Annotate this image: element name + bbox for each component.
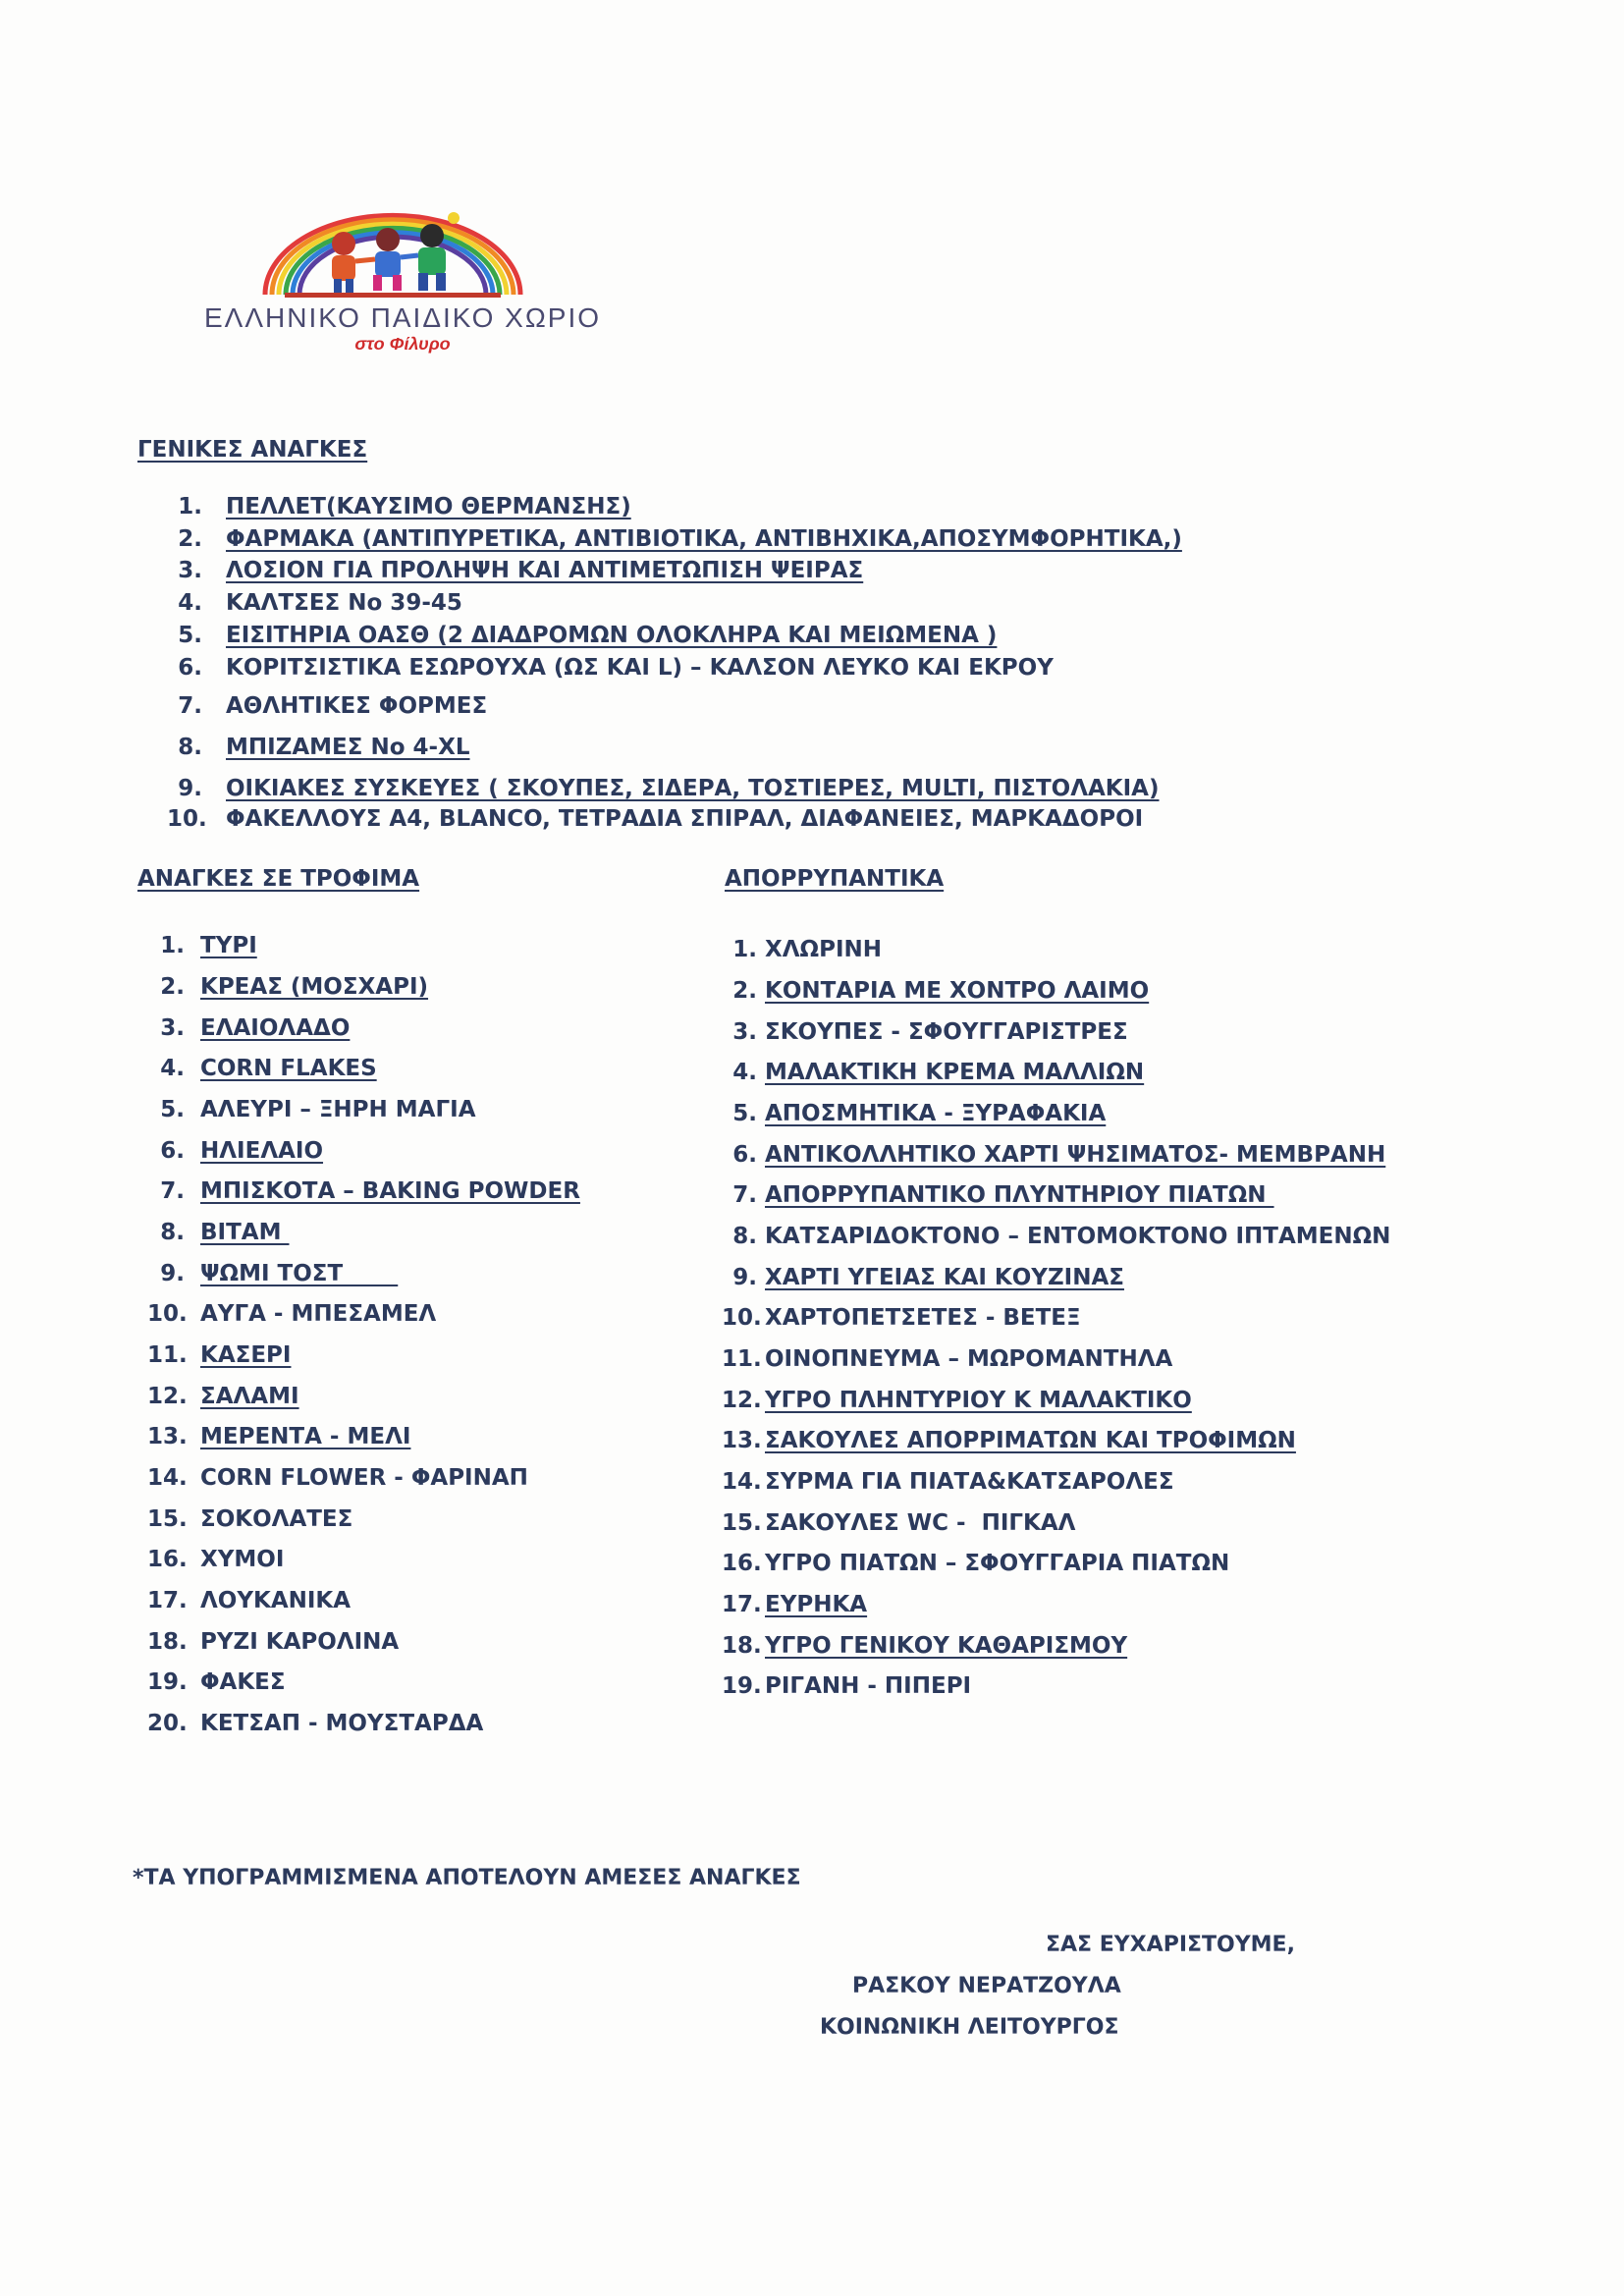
food-need-item [147, 1220, 289, 1245]
item-text: ΕΥΡΗΚΑ [765, 1592, 868, 1617]
item-text: ΚΡΕΑΣ (ΜΟΣΧΑΡΙ) [200, 974, 429, 1000]
general-need-item [167, 526, 1182, 552]
food-need-item [147, 1097, 476, 1122]
cleaning-need-item [722, 978, 1149, 1004]
item-number: 9. [160, 1261, 185, 1286]
item-text: ΜΑΛΑΚΤΙΚΗ ΚΡΕΜΑ ΜΑΛΛΙΩΝ [765, 1060, 1145, 1085]
item-text: ΣΟΚΟΛΑΤΕΣ [200, 1506, 353, 1532]
cleaning-need-item [722, 1388, 1192, 1413]
cleaning-need-item [722, 1673, 971, 1699]
item-number: 5. [160, 1097, 185, 1122]
item-number: 12. [147, 1384, 188, 1409]
item-text: ΛΟΥΚΑΝΙΚΑ [200, 1588, 352, 1613]
item-number: 19. [722, 1673, 762, 1699]
item-number: 17. [147, 1588, 188, 1613]
item-text: CORN FLOWER - ΦΑΡΙΝΑΠ [200, 1465, 528, 1491]
item-number: 15. [722, 1510, 762, 1536]
cleaning-need-item [722, 1510, 1075, 1536]
item-text: ΦΑΚΕΣ [200, 1669, 286, 1695]
item-number: 18. [147, 1629, 188, 1655]
cleaning-need-item [722, 1019, 1128, 1045]
item-number: 6. [178, 655, 202, 681]
item-text: ΚΕΤΣΑΠ - ΜΟΥΣΤΑΡΔΑ [200, 1711, 484, 1736]
food-need-item [147, 1342, 291, 1368]
item-number: 17. [722, 1592, 762, 1617]
food-need-item [147, 1056, 377, 1081]
item-number: 15. [147, 1506, 188, 1532]
item-text: ΣΑΛΑΜΙ [200, 1384, 299, 1409]
item-number: 7. [732, 1182, 757, 1208]
item-text: ΒΙΤΑΜ [200, 1220, 290, 1245]
rainbow-children-logo-icon [226, 196, 560, 304]
item-number: 2. [732, 978, 757, 1004]
item-text: ΚΑΤΣΑΡΙΔΟΚΤΟΝΟ – ΕΝΤΟΜΟΚΤΟΝΟ ΙΠΤΑΜΕΝΩΝ [765, 1224, 1391, 1249]
general-need-item [167, 494, 631, 519]
food-need-item [147, 1015, 350, 1041]
item-text: ΣΑΚΟΥΛΕΣ ΑΠΟΡΡΙΜΑΤΩΝ ΚΑΙ ΤΡΟΦΙΜΩΝ [765, 1428, 1296, 1453]
item-text: ΛΟΣΙΟΝ ΓΙΑ ΠΡΟΛΗΨΗ ΚΑΙ ΑΝΤΙΜΕΤΩΠΙΣΗ ΨΕΙΡΑΣ [226, 558, 864, 583]
cleaning-needs-heading: ΑΠΟΡΡΥΠΑΝΤΙΚΑ [725, 866, 945, 892]
item-number: 9. [732, 1265, 757, 1290]
item-number: 1. [178, 494, 202, 519]
item-number: 20. [147, 1711, 188, 1736]
general-need-item [167, 623, 997, 648]
item-number: 1. [732, 937, 757, 962]
item-number: 3. [732, 1019, 757, 1045]
item-number: 16. [722, 1551, 762, 1576]
item-text: ΜΠΙΣΚΟΤΑ – BAKING POWDER [200, 1178, 580, 1204]
cleaning-need-item [722, 1101, 1106, 1126]
item-number: 8. [178, 735, 202, 760]
item-number: 10. [722, 1305, 762, 1331]
item-text: ΡΥΖΙ ΚΑΡΟΛΙΝΑ [200, 1629, 400, 1655]
item-text: ΑΘΛΗΤΙΚΕΣ ΦΟΡΜΕΣ [226, 693, 488, 719]
item-number: 8. [732, 1224, 757, 1249]
cleaning-need-item [722, 1346, 1172, 1372]
item-text: ΚΟΡΙΤΣΙΣΤΙΚΑ ΕΣΩΡΟΥΧΑ (ΩΣ ΚΑΙ L) – ΚΑΛΣΟΝ ΛΕΥΚΟ ΚΑΙ ΕΚΡΟΥ [226, 655, 1054, 681]
cleaning-need-item [722, 1060, 1144, 1085]
item-text: ΜΕΡΕΝΤΑ - ΜΕΛΙ [200, 1424, 411, 1449]
item-number: 2. [160, 974, 185, 1000]
item-number: 9. [178, 776, 202, 801]
food-need-item [147, 1178, 580, 1204]
general-need-item [167, 806, 1143, 832]
cleaning-need-item [722, 1224, 1390, 1249]
food-needs-heading: ΑΝΑΓΚΕΣ ΣΕ ΤΡΟΦΙΜΑ [137, 866, 420, 892]
item-number: 6. [732, 1142, 757, 1168]
item-text: ΑΝΤΙΚΟΛΛΗΤΙΚΟ ΧΑΡΤΙ ΨΗΣΙΜΑΤΟΣ- ΜΕΜΒΡΑΝΗ [765, 1142, 1386, 1168]
item-number: 5. [732, 1101, 757, 1126]
cleaning-need-item [722, 1633, 1127, 1659]
general-needs-heading: ΓΕΝΙΚΕΣ ΑΝΑΓΚΕΣ [137, 437, 368, 463]
item-number: 1. [160, 933, 185, 958]
footnote: *ΤΑ ΥΠΟΓΡΑΜΜΙΣΜΕΝΑ ΑΠΟΤΕΛΟΥΝ ΑΜΕΣΕΣ ΑΝΑΓΚΕΣ [133, 1866, 801, 1890]
item-text: ΧΑΡΤΟΠΕΤΣΕΤΕΣ - ΒΕΤΕΞ [765, 1305, 1081, 1331]
item-text: ΣΑΚΟΥΛΕΣ WC - ΠΙΓΚΑΛ [765, 1510, 1076, 1536]
food-need-item [147, 1384, 299, 1409]
item-text: ΑΥΓΑ - ΜΠΕΣΑΜΕΛ [200, 1301, 437, 1327]
food-need-item [147, 1506, 352, 1532]
cleaning-need-item [722, 1592, 867, 1617]
item-number: 14. [722, 1469, 762, 1495]
item-text: ΟΙΚΙΑΚΕΣ ΣΥΣΚΕΥΕΣ ( ΣΚΟΥΠΕΣ, ΣΙΔΕΡΑ, ΤΟΣΤΙΕΡΕΣ, MULTI, ΠΙΣΤΟΛΑΚΙΑ) [226, 776, 1160, 801]
general-need-item [167, 590, 462, 616]
item-text: ΑΠΟΡΡΥΠΑΝΤΙΚΟ ΠΛΥΝΤΗΡΙΟΥ ΠΙΑΤΩΝ [765, 1182, 1274, 1208]
item-number: 13. [722, 1428, 762, 1453]
item-text: ΥΓΡΟ ΠΛΗΝΤΥΡΙΟΥ Κ ΜΑΛΑΚΤΙΚΟ [765, 1388, 1192, 1413]
cleaning-need-item [722, 1305, 1081, 1331]
food-need-item [147, 1711, 483, 1736]
food-need-item [147, 1261, 398, 1286]
item-number: 7. [178, 693, 202, 719]
item-number: 2. [178, 526, 202, 552]
item-text: ΚΟΝΤΑΡΙΑ ΜΕ ΧΟΝΤΡΟ ΛΑΙΜΟ [765, 978, 1150, 1004]
item-text: ΕΙΣΙΤΗΡΙΑ ΟΑΣΘ (2 ΔΙΑΔΡΟΜΩΝ ΟΛΟΚΛΗΡΑ ΚΑΙ ΜΕΙΩΜΕΝΑ ) [226, 623, 998, 648]
item-number: 7. [160, 1178, 185, 1204]
cleaning-need-item [722, 1265, 1124, 1290]
item-text: ΧΑΡΤΙ ΥΓΕΙΑΣ ΚΑΙ ΚΟΥΖΙΝΑΣ [765, 1265, 1124, 1290]
cleaning-need-item [722, 1469, 1174, 1495]
item-text: ΗΛΙΕΛΑΙΟ [200, 1138, 324, 1164]
signature-thanks: ΣΑΣ ΕΥΧΑΡΙΣΤΟΥΜΕ, [1046, 1933, 1295, 1957]
item-number: 4. [732, 1060, 757, 1085]
item-number: 11. [147, 1342, 188, 1368]
item-number: 18. [722, 1633, 762, 1659]
food-need-item [147, 1465, 528, 1491]
food-need-item [147, 974, 428, 1000]
cleaning-need-item [722, 937, 882, 962]
general-need-item [167, 558, 863, 583]
food-need-item [147, 1424, 410, 1449]
item-text: ΚΑΣΕΡΙ [200, 1342, 292, 1368]
item-number: 11. [722, 1346, 762, 1372]
logo [157, 196, 648, 354]
cleaning-need-item [722, 1182, 1274, 1208]
item-number: 14. [147, 1465, 188, 1491]
logo-subtitle: στο Φίλυρο [354, 334, 451, 354]
food-need-item [147, 1547, 284, 1572]
item-text: ΟΙΝΟΠΝΕΥΜΑ – ΜΩΡΟΜΑΝΤΗΛΑ [765, 1346, 1173, 1372]
item-text: ΦΑΡΜΑΚΑ (ΑΝΤΙΠΥΡΕΤΙΚΑ, ΑΝΤΙΒΙΟΤΙΚΑ, ΑΝΤΙΒΗΧΙΚΑ,ΑΠΟΣΥΜΦΟΡΗΤΙΚΑ,) [226, 526, 1182, 552]
item-text: ΥΓΡΟ ΠΙΑΤΩΝ – ΣΦΟΥΓΓΑΡΙΑ ΠΙΑΤΩΝ [765, 1551, 1230, 1576]
item-text: ΣΚΟΥΠΕΣ - ΣΦΟΥΓΓΑΡΙΣΤΡΕΣ [765, 1019, 1128, 1045]
item-number: 13. [147, 1424, 188, 1449]
food-need-item [147, 1301, 436, 1327]
item-text: ΚΑΛΤΣΕΣ Νο 39-45 [226, 590, 462, 616]
item-number: 19. [147, 1669, 188, 1695]
item-text: ΡΙΓΑΝΗ - ΠΙΠΕΡΙ [765, 1673, 972, 1699]
food-need-item [147, 1588, 351, 1613]
item-text: ΥΓΡΟ ΓΕΝΙΚΟΥ ΚΑΘΑΡΙΣΜΟΥ [765, 1633, 1128, 1659]
general-need-item [167, 655, 1054, 681]
general-need-item [167, 735, 470, 760]
item-number: 8. [160, 1220, 185, 1245]
food-need-item [147, 933, 257, 958]
item-number: 4. [178, 590, 202, 616]
cleaning-need-item [722, 1142, 1385, 1168]
item-text: ΨΩΜΙ ΤΟΣΤ [200, 1261, 399, 1286]
item-number: 16. [147, 1547, 188, 1572]
signature-name: ΡΑΣΚΟΥ ΝΕΡΑΤΖΟΥΛΑ [852, 1974, 1121, 1998]
cleaning-need-item [722, 1428, 1296, 1453]
item-text: ΑΠΟΣΜΗΤΙΚΑ - ΞΥΡΑΦΑΚΙΑ [765, 1101, 1107, 1126]
item-number: 5. [178, 623, 202, 648]
general-need-item [167, 693, 487, 719]
item-text: ΣΥΡΜΑ ΓΙΑ ΠΙΑΤΑ&ΚΑΤΣΑΡΟΛΕΣ [765, 1469, 1174, 1495]
item-text: CORN FLAKES [200, 1056, 377, 1081]
food-need-item [147, 1629, 399, 1655]
item-number: 3. [160, 1015, 185, 1041]
item-number: 10. [147, 1301, 188, 1327]
item-text: ΜΠΙΖΑΜΕΣ Νο 4-XL [226, 735, 470, 760]
item-text: ΧΛΩΡΙΝΗ [765, 937, 882, 962]
food-need-item [147, 1669, 286, 1695]
logo-title: ΕΛΛΗΝΙΚΟ ΠΑΙΔΙΚΟ ΧΩΡΙΟ [203, 302, 602, 333]
item-number: 4. [160, 1056, 185, 1081]
item-number: 12. [722, 1388, 762, 1413]
item-number: 6. [160, 1138, 185, 1164]
item-text: ΦΑΚΕΛΛΟΥΣ Α4, BLANCO, ΤΕΤΡΑΔΙΑ ΣΠΙΡΑΛ, ΔΙΑΦΑΝΕΙΕΣ, ΜΑΡΚΑΔΟΡΟΙ [226, 806, 1144, 832]
item-text: ΑΛΕΥΡΙ – ΞΗΡΗ ΜΑΓΙΑ [200, 1097, 476, 1122]
cleaning-need-item [722, 1551, 1229, 1576]
general-need-item [167, 776, 1160, 801]
item-text: ΧΥΜΟΙ [200, 1547, 285, 1572]
item-text: ΤΥΡΙ [200, 933, 257, 958]
item-number: 3. [178, 558, 202, 583]
item-text: ΕΛΑΙΟΛΑΔΟ [200, 1015, 351, 1041]
item-text: ΠΕΛΛΕΤ(ΚΑΥΣΙΜΟ ΘΕΡΜΑΝΣΗΣ) [226, 494, 631, 519]
signature-role: ΚΟΙΝΩΝΙΚΗ ΛΕΙΤΟΥΡΓΟΣ [820, 2015, 1119, 2040]
food-need-item [147, 1138, 323, 1164]
item-number: 10. [167, 806, 207, 832]
